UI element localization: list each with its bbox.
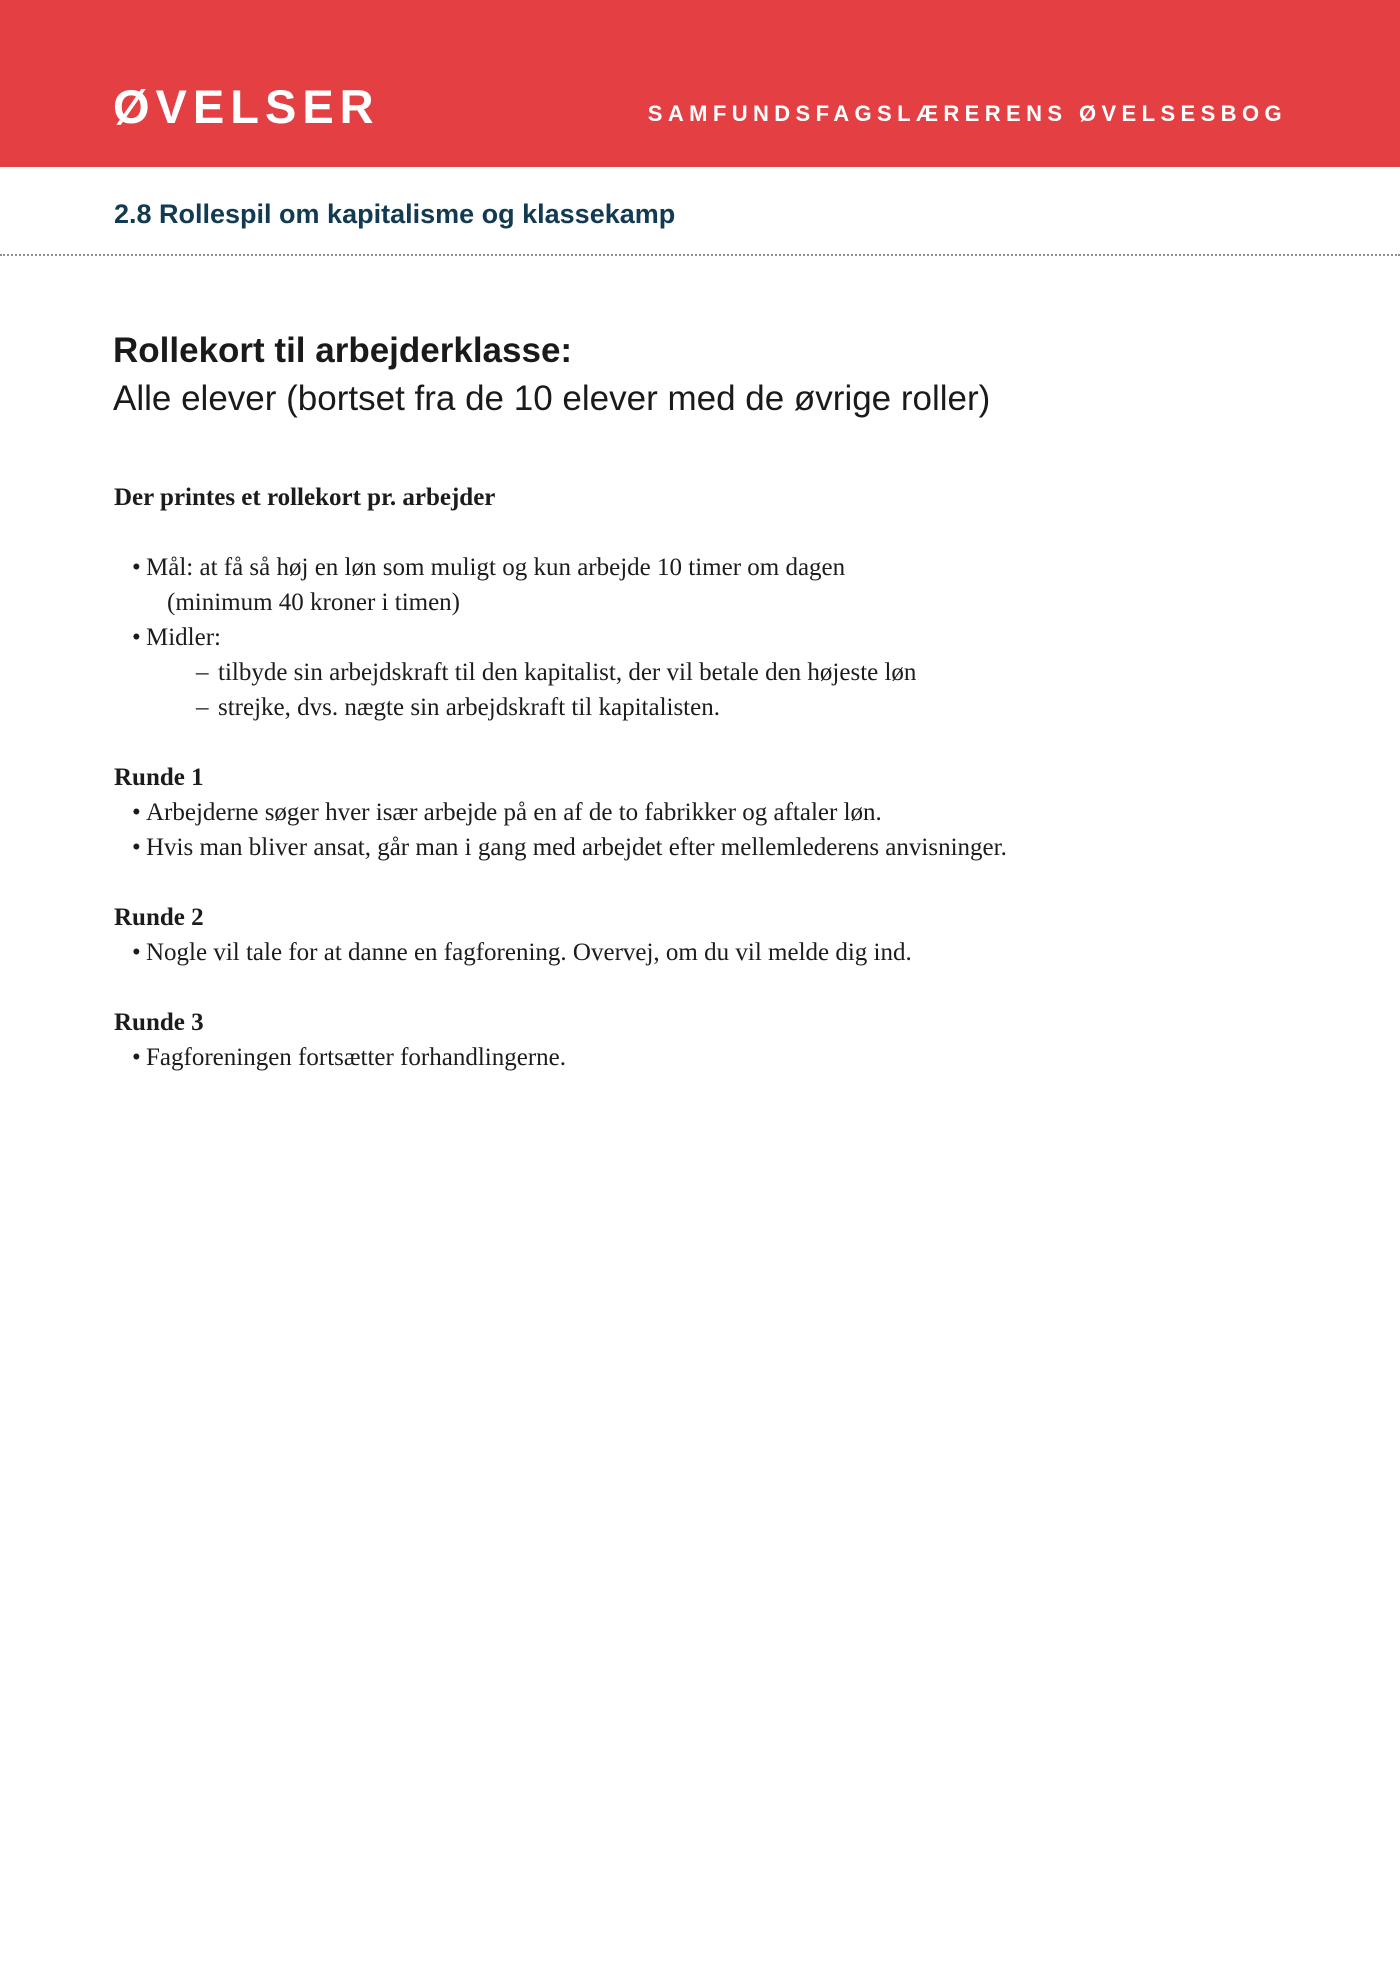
round-2-bullet xyxy=(114,935,1284,970)
round-2-bullet-text: Nogle vil tale for at danne en fagforening. Overvej, om du vil melde dig ind. xyxy=(146,939,912,966)
goal-bullet xyxy=(114,550,1284,585)
bullet-dot: • xyxy=(132,799,141,826)
bullet-dot: • xyxy=(132,554,141,581)
round-2-title: Runde 2 xyxy=(114,904,204,931)
round-3-title: Runde 3 xyxy=(114,1009,204,1036)
bullet-dot: • xyxy=(132,939,141,966)
round-1-bullet xyxy=(114,830,1284,865)
book-title: SAMFUNDSFAGSLÆRERENS ØVELSESBOG xyxy=(647,101,1287,126)
means-item xyxy=(114,655,1284,690)
dash-mark: – xyxy=(196,694,209,721)
intro-text: Der printes et rollekort pr. arbejder xyxy=(114,484,496,511)
goal-continuation: (minimum 40 kroner i timen) xyxy=(167,589,461,616)
section-title: 2.8 Rollespil om kapitalisme og klassekamp xyxy=(114,199,676,229)
goal-text: Mål: at få så høj en løn som muligt og kun arbejde 10 timer om dagen xyxy=(146,554,846,581)
round-1-title: Runde 1 xyxy=(114,764,204,791)
bullet-dot: • xyxy=(132,834,141,861)
dotted-divider xyxy=(0,254,1400,256)
dash-mark: – xyxy=(196,659,209,686)
role-card-content xyxy=(114,480,1284,1075)
round-1-bullet xyxy=(114,795,1284,830)
role-card-subheading: Alle elever (bortset fra de 10 elever med de øvrige roller) xyxy=(113,379,991,418)
brand-title: ØVELSER xyxy=(113,80,380,133)
means-item-text: tilbyde sin arbejdskraft til den kapitalist, der vil betale den højeste løn xyxy=(218,659,917,686)
means-text: Midler: xyxy=(146,624,221,651)
means-item-text: strejke, dvs. nægte sin arbejdskraft til kapitalisten. xyxy=(218,694,720,721)
round-1-bullet-text: Arbejderne søger hver især arbejde på en af de to fabrikker og aftaler løn. xyxy=(146,799,882,826)
header-band xyxy=(0,0,1400,167)
bullet-dot: • xyxy=(132,624,141,651)
round-3-bullet-text: Fagforeningen fortsætter forhandlingerne. xyxy=(146,1044,567,1071)
means-item xyxy=(114,690,1284,725)
bullet-dot: • xyxy=(132,1044,141,1071)
round-3-bullet xyxy=(114,1040,1284,1075)
round-1-bullet-text: Hvis man bliver ansat, går man i gang med arbejdet efter mellemlederens anvisninger. xyxy=(146,834,1007,861)
role-card-heading: Rollekort til arbejderklasse: xyxy=(113,331,573,370)
means-bullet xyxy=(114,620,1284,655)
